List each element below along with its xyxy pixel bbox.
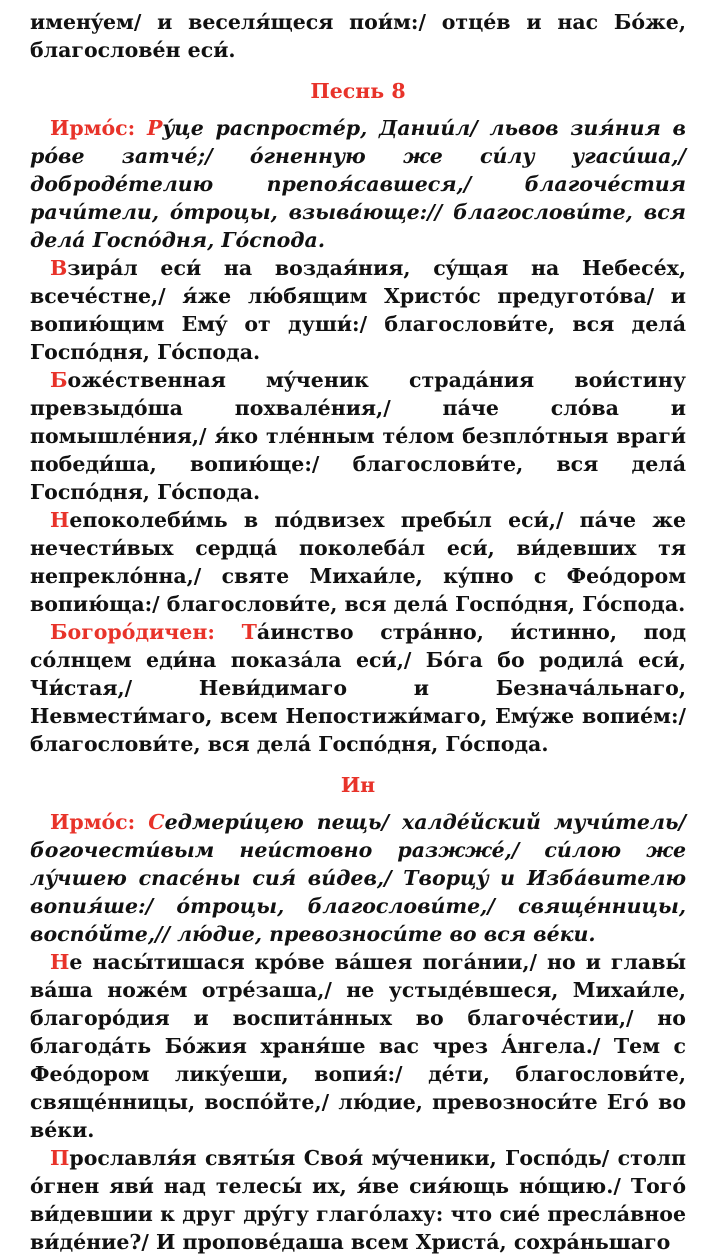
irmos-text: ýце распростéр, Дании́л/ львов зия́ния в рóве затчé;/ óгненную же си́лу угаси́ша,/ добродéтелию препоя́савшеся,/ благочéстия рачи́тели, óтроцы, взыва́юще:// благослови́те, вся делá Госпóдня, Гóспода. — [30, 116, 686, 252]
troparion-text: рославля́я святы́я Своя́ мýченики, Госпóдь/ столп óгнен яви́ над телесы́ их, я́ве сия́ющь нóщию./ Тогó ви́девшии к друг дрýгу глагóлаху: что сиé преслáвное ви́дéние?/ И проповéдаша всем Христá, сохрáньшаго — [30, 1146, 686, 1254]
drop-initial: Н — [50, 508, 70, 532]
irmos-initial: Р — [146, 116, 163, 140]
irmos-initial: С — [148, 810, 165, 834]
theotokion-label: Богорóдичен: — [50, 620, 242, 644]
drop-initial: Н — [50, 950, 70, 974]
troparion — [30, 254, 686, 366]
troparion-text: ожéственная мýченик страдáния вои́стину превзыдóша похвалéния,/ пáче слóва и помышлéния,/ я́ко тлéнным тéлом безплóтныя враги́ победи́ша, вопию́ще:/ благослови́те, вся делá Госпóдня, Гóспода. — [30, 368, 686, 504]
troparion — [30, 366, 686, 506]
irmos-in — [30, 808, 686, 948]
section-in-heading: Ин — [340, 773, 376, 797]
top-paragraph: именýем/ и веселя́щеся пои́м:/ отцéв и нас Бóже, благословéн еси́. — [30, 10, 686, 62]
irmos-8 — [30, 114, 686, 254]
drop-initial: Б — [50, 368, 68, 392]
troparion-text: епоколеби́мь в пóдвизех пребы́л еси́,/ пáче же нечести́вых сердцá поколебáл еси́, ви́девших тя непреклóнна,/ святе Михаи́ле, кýпно с Феóдором вопию́ща:/ благослови́те, вся делá Госпóдня, Гóспода. — [30, 508, 686, 616]
drop-initial: В — [50, 256, 68, 280]
troparion-text: е насы́тишася крóве вáшея погáнии,/ но и главы́ вáша ножéм отрéзаша,/ не устыдéвшеся, Михаи́ле, благорóдия и воспитáнных во благочéстии,/ но благодáть Бóжия храня́ше вас чрез Áнгела./ Тем с Феóдором ликýеши, вопия́:/ дéти, благослови́те, свящéнницы, воспóйте,/ лю́дие, превозноси́те Егó во вéки. — [30, 950, 686, 1142]
troparion — [30, 1144, 686, 1256]
irmos-text: едмери́цею пещь/ халдéйский мучи́тель/ богочести́вым неи́стовно разжжé,/ си́лою же лýчшею спасéны сия́ ви́дев,/ Творцý и Избáвителю вопия́ше:/ óтроцы, благослови́те,/ свящéнницы, воспóйте,// лю́дие, превозноси́те во вся вéки. — [30, 810, 686, 946]
drop-initial: Т — [241, 620, 257, 644]
theotokion-text: áинство стрáнно, и́стинно, под сóлнцем еди́на показáла еси́,/ Бóга бо родилá еси́, Чи́стая,/ Неви́димаго и Безначáльнаго, Невмести́маго, всем Непостижи́маго, Емýже вопиéм:/ благослови́те, вся делá Госпóдня, Гóспода. — [30, 620, 686, 756]
irmos-label: Ирмóс: — [50, 116, 147, 140]
troparion-text: зирáл еси́ на воздая́ния, сýщая на Небесéх, всечéстне,/ я́же лю́бящим Христóс предуготóва/ и вопию́щим Емý от души́:/ благослови́те, вся делá Госпóдня, Гóспода. — [30, 256, 686, 364]
troparion — [30, 948, 686, 1144]
troparion — [30, 506, 686, 618]
drop-initial: П — [50, 1146, 70, 1170]
theotokion — [30, 618, 686, 758]
irmos-label: Ирмóс: — [50, 810, 149, 834]
section-8-heading: Песнь 8 — [310, 79, 406, 103]
